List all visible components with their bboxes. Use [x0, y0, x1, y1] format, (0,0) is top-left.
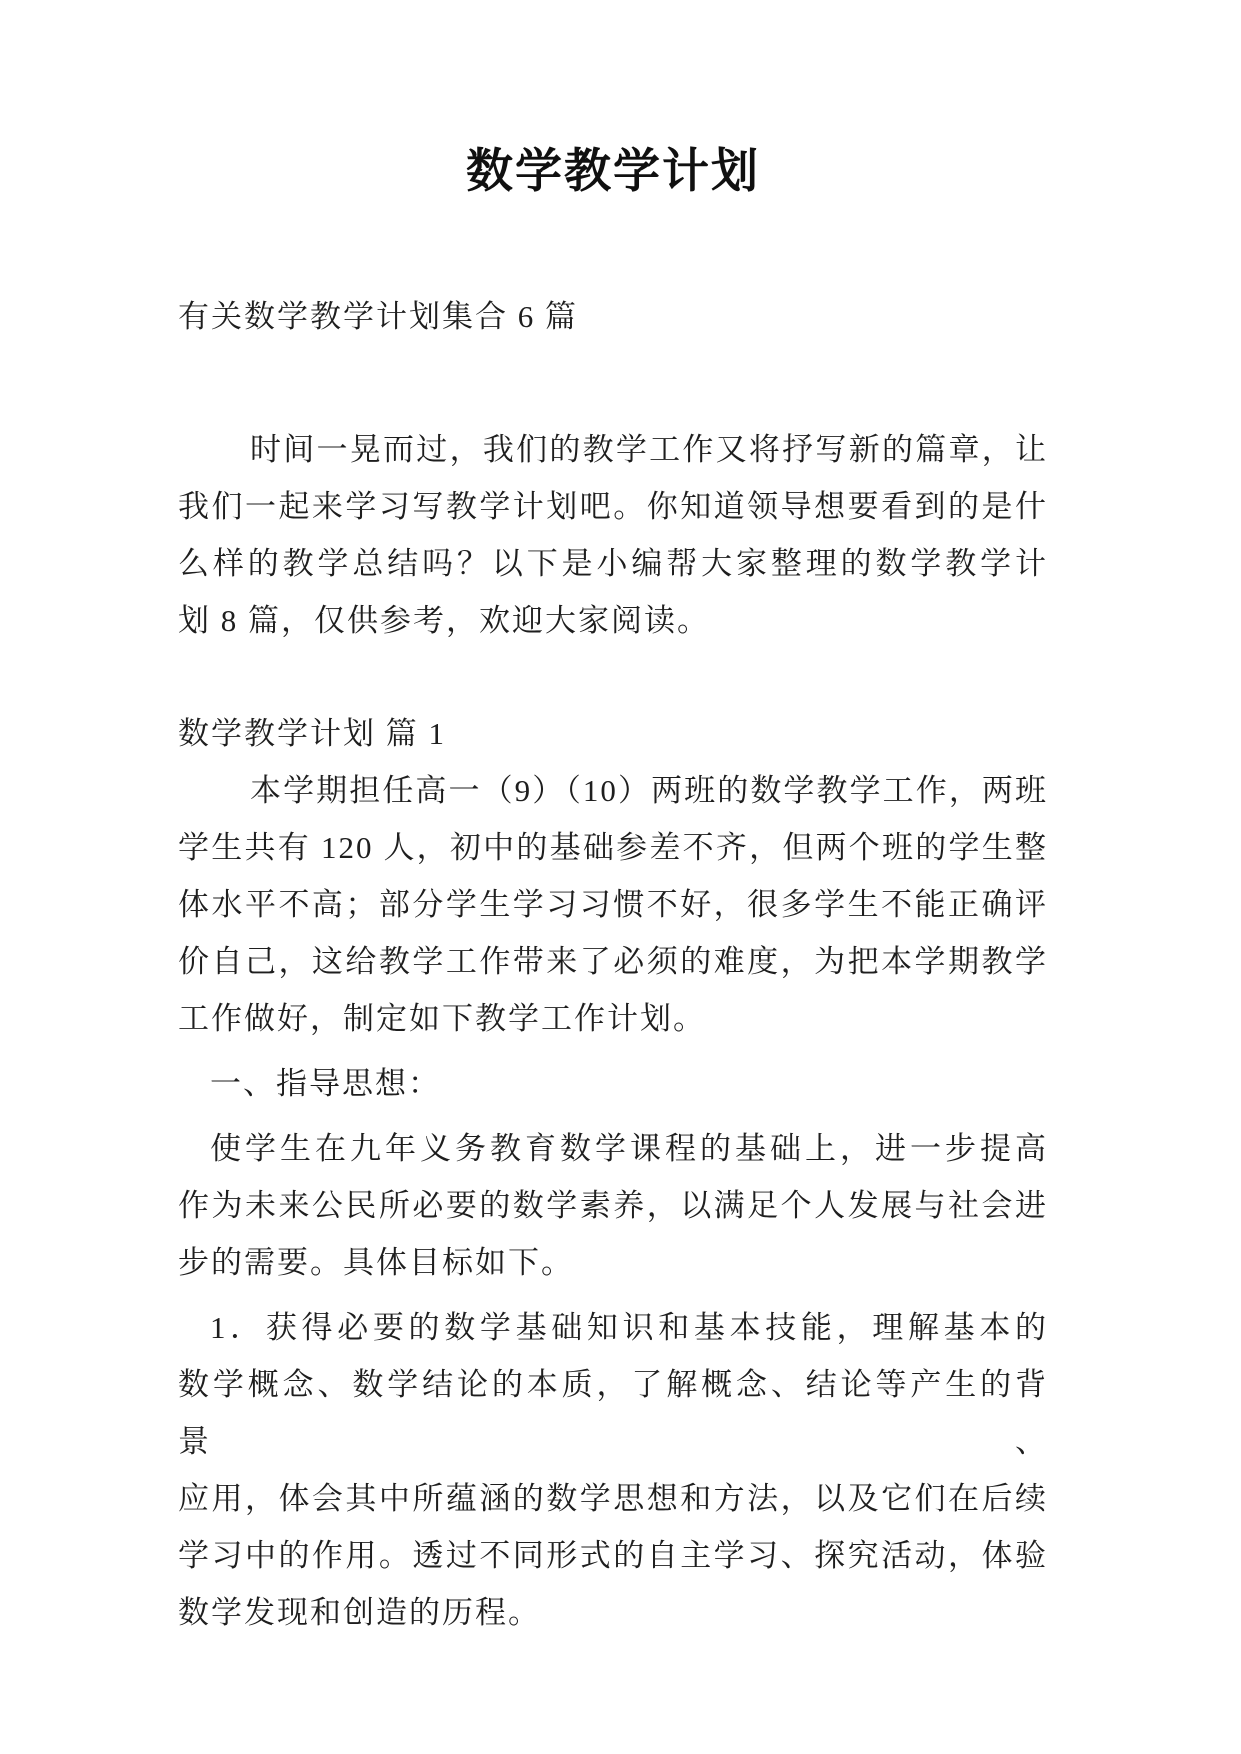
text-line: 么样的教学总结吗？以下是小编帮大家整理的数学教学计 — [178, 546, 1048, 581]
section-heading — [178, 705, 1048, 762]
text-line: 作为未来公民所必要的数学素养，以满足个人发展与社会进 — [178, 1188, 1048, 1223]
paragraph-class-situation — [178, 762, 1048, 1047]
text-line: 有关数学教学计划集合 6 篇 — [178, 299, 578, 334]
text-line: 本学期担任高一（9）（10）两班的数学教学工作，两班 — [250, 773, 1048, 808]
text-line: 体水平不高；部分学生学习习惯不好，很多学生不能正确评 — [178, 887, 1048, 922]
text-line: 价自己，这给教学工作带来了必须的难度，为把本学期教学 — [178, 944, 1048, 979]
text-line: 数学教学计划 篇 1 — [178, 716, 446, 751]
text-line: 划 8 篇，仅供参考，欢迎大家阅读。 — [178, 603, 710, 638]
intro-paragraph — [178, 421, 1048, 649]
text-line: 工作做好，制定如下教学工作计划。 — [178, 1001, 706, 1036]
text-line: 学生共有 120 人，初中的基础参差不齐，但两个班的学生整 — [178, 830, 1048, 865]
collection-count-line — [178, 288, 1048, 345]
text-line: 步的需要。具体目标如下。 — [178, 1245, 574, 1280]
text-line: 数学发现和创造的历程。 — [178, 1595, 541, 1630]
heading-guiding-ideology — [178, 1055, 1048, 1112]
text-line: 一、指导思想： — [210, 1066, 441, 1101]
text-line: 应用，体会其中所蕴涵的数学思想和方法，以及它们在后续 — [178, 1481, 1048, 1516]
text-line: 1．获得必要的数学基础知识和基本技能，理解基本的 — [210, 1310, 1048, 1345]
text-line: 学习中的作用。透过不同形式的自主学习、探究活动，体验 — [178, 1538, 1048, 1573]
document-title: 数学教学计划 — [466, 146, 760, 198]
paragraph-goal-1 — [178, 1299, 1048, 1641]
text-line: 我们一起来学习写教学计划吧。你知道领导想要看到的是什 — [178, 489, 1048, 524]
text-line: 数学概念、数学结论的本质，了解概念、结论等产生的背景、 — [178, 1367, 1048, 1459]
paragraph-guiding-ideology — [178, 1120, 1048, 1291]
text-line: 使学生在九年义务教育数学课程的基础上，进一步提高 — [210, 1131, 1048, 1166]
text-line: 时间一晃而过，我们的教学工作又将抒写新的篇章，让 — [250, 432, 1048, 467]
